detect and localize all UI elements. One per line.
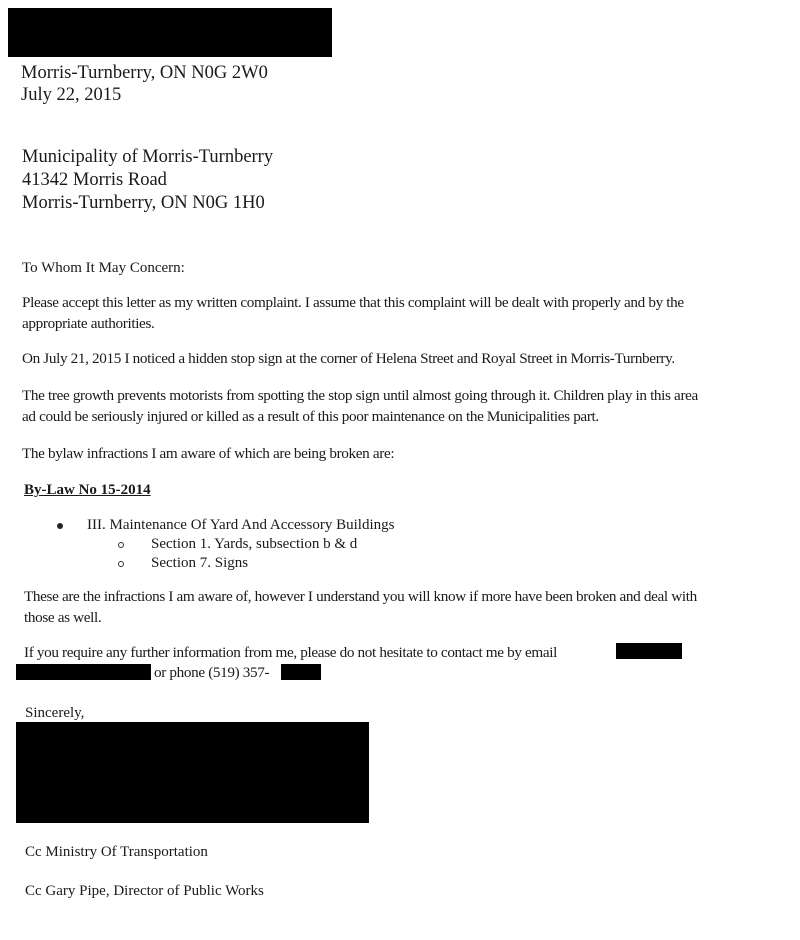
recipient-city-line: Morris-Turnberry, ON N0G 1H0 (22, 193, 265, 213)
cc-line: Cc Gary Pipe, Director of Public Works (25, 883, 264, 899)
sender-city-line: Morris-Turnberry, ON N0G 2W0 (21, 63, 268, 83)
paragraph-4: The bylaw infractions I am aware of which are being broken are: (22, 445, 395, 462)
paragraph-5-line-2: those as well. (24, 609, 102, 626)
salutation: To Whom It May Concern: (22, 260, 185, 276)
cc-line: Cc Ministry Of Transportation (25, 844, 208, 860)
paragraph-6-line-1: If you require any further information from me, please do not hesitate to contact me by email (24, 644, 557, 661)
bullet-icon (57, 523, 63, 529)
redacted-phone-suffix (281, 664, 321, 680)
bylaw-item: III. Maintenance Of Yard And Accessory Buildings (87, 517, 395, 533)
redacted-sender-name-address (8, 8, 332, 57)
redacted-email-part-2 (16, 664, 151, 680)
bylaw-subitem: Section 7. Signs (151, 555, 249, 571)
paragraph-3-line-2: ad could be seriously injured or killed as a result of this poor maintenance on the Municipalities part. (22, 408, 599, 425)
bylaw-subitem: Section 1. Yards, subsection b & d (151, 536, 358, 552)
paragraph-6-line-2: or phone (519) 357- (154, 664, 270, 681)
recipient-street: 41342 Morris Road (22, 170, 167, 190)
sub-bullet-icon (118, 561, 124, 567)
paragraph-1-line-2: appropriate authorities. (22, 315, 155, 332)
paragraph-5-line-1: These are the infractions I am aware of, however I understand you will know if more have been broken and deal with (24, 588, 697, 605)
paragraph-2: On July 21, 2015 I noticed a hidden stop sign at the corner of Helena Street and Royal Street in Morris-Turnberry. (22, 350, 675, 367)
paragraph-3-line-1: The tree growth prevents motorists from spotting the stop sign until almost going through it. Children play in this area (22, 387, 698, 404)
bylaw-heading: By-Law No 15-2014 (24, 482, 151, 498)
sub-bullet-icon (118, 542, 124, 548)
redacted-email-part-1 (616, 643, 682, 659)
recipient-name: Municipality of Morris-Turnberry (22, 147, 274, 167)
letter-date: July 22, 2015 (21, 85, 122, 105)
signoff: Sincerely, (25, 705, 85, 721)
paragraph-1-line-1: Please accept this letter as my written complaint. I assume that this complaint will be dealt with properly and by the (22, 294, 684, 311)
redacted-signature (16, 722, 369, 823)
